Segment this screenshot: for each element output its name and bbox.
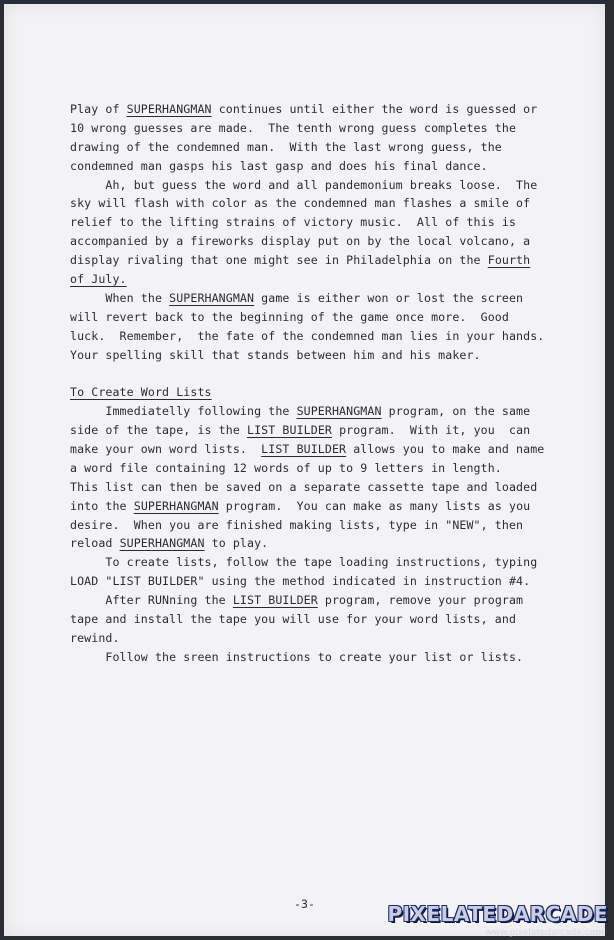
- text-run: program. With it, you can: [331, 423, 531, 438]
- text-line: [70, 534, 570, 553]
- underlined-term: Fourth: [487, 253, 531, 268]
- text-line: [70, 572, 570, 591]
- text-line: [70, 251, 570, 270]
- underlined-term: SUPERHANGMAN: [133, 498, 219, 513]
- text-run: This list can then be saved on a separate cassette tape and loaded: [70, 479, 538, 494]
- text-run: to play.: [204, 536, 269, 551]
- text-run: To create lists, follow the tape loading instructions, typing: [70, 555, 538, 570]
- underlined-term: of July.: [70, 272, 127, 287]
- paragraph: [70, 648, 570, 667]
- text-line: [70, 119, 570, 138]
- paragraph: [70, 176, 570, 289]
- text-run: make your own word lists.: [70, 442, 262, 457]
- text-run: allows you to make and name: [346, 442, 545, 457]
- text-line: [70, 100, 570, 119]
- document-page: [4, 4, 605, 936]
- text-run: tape and install the tape you will use for your word lists, and: [70, 612, 517, 627]
- text-run: condemned man gasps his last gasp and does his final dance.: [70, 158, 488, 173]
- text-run: a word file containing 12 words of up to 9 letters in length.: [70, 460, 502, 475]
- paragraph: [70, 591, 570, 648]
- text-run: LOAD "LIST BUILDER" using the method indicated in instruction #4.: [70, 574, 531, 589]
- text-run: Your spelling skill that stands between him and his maker.: [70, 347, 481, 362]
- text-line: [70, 346, 570, 365]
- text-run: accompanied by a fireworks display put on by the local volcano, a: [70, 234, 531, 249]
- text-line: [70, 213, 570, 232]
- text-line: [70, 383, 570, 402]
- text-run: reload: [70, 536, 120, 551]
- text-line: [70, 138, 570, 157]
- text-line: [70, 629, 570, 648]
- underlined-term: SUPERHANGMAN: [169, 290, 255, 305]
- watermark-url: www.pixelatedarcade.com: [485, 928, 604, 938]
- text-run: rewind.: [70, 630, 120, 645]
- underlined-term: SUPERHANGMAN: [126, 102, 212, 116]
- text-run: luck. Remember, the fate of the condemned man lies in your hands.: [70, 328, 545, 343]
- paragraph-gap: [70, 364, 570, 383]
- page-number: -3-: [294, 897, 315, 911]
- text-line: [70, 308, 570, 327]
- underlined-term: LIST BUILDER: [247, 423, 332, 438]
- underlined-term: SUPERHANGMAN: [296, 404, 382, 419]
- text-line: [70, 176, 570, 195]
- underlined-term: LIST BUILDER: [232, 593, 318, 608]
- text-run: sky will flash with color as the condemned man flashes a smile of: [70, 196, 531, 211]
- text-line: [70, 289, 570, 308]
- text-line: [70, 591, 570, 610]
- text-run: drawing of the condemned man. With the last wrong guess, the: [70, 139, 502, 154]
- text-run: 10 wrong guesses are made. The tenth wrong guess completes the: [70, 120, 517, 135]
- text-run: program. You can make as many lists as you: [218, 498, 531, 513]
- text-line: [70, 553, 570, 572]
- text-line: [70, 327, 570, 346]
- text-line: [70, 648, 570, 667]
- underlined-term: To Create Word Lists: [70, 385, 212, 400]
- text-run: program, remove your program: [317, 593, 524, 608]
- text-line: [70, 497, 570, 516]
- watermark-logo: PIXELATEDARCADE: [387, 902, 608, 926]
- text-run: desire. When you are finished making lists, type in "NEW", then: [70, 517, 524, 532]
- text-line: [70, 157, 570, 176]
- text-run: Play of: [70, 102, 127, 116]
- text-line: [70, 402, 570, 421]
- text-run: Immediatelly following the: [70, 404, 297, 419]
- text-run: Ah, but guess the word and all pandemonium breaks loose. The: [70, 177, 538, 192]
- text-run: display rivaling that one might see in Philadelphia on the: [70, 253, 488, 268]
- paragraph: [70, 289, 570, 365]
- text-run: into the: [70, 498, 134, 513]
- text-line: [70, 232, 570, 251]
- text-run: game is either won or lost the screen: [254, 290, 524, 305]
- instruction-text: [70, 100, 570, 667]
- text-run: Follow the sreen instructions to create your list or lists.: [70, 649, 524, 664]
- underlined-term: SUPERHANGMAN: [119, 536, 205, 551]
- text-run: relief to the lifting strains of victory music. All of this is: [70, 215, 517, 230]
- paragraph: [70, 383, 570, 553]
- paragraph: [70, 553, 570, 591]
- text-run: will revert back to the beginning of the game once more. Good: [70, 309, 509, 324]
- text-line: [70, 516, 570, 535]
- text-run: When the: [70, 290, 170, 305]
- text-line: [70, 478, 570, 497]
- text-line: [70, 421, 570, 440]
- underlined-term: LIST BUILDER: [261, 442, 347, 457]
- text-line: [70, 270, 570, 289]
- text-run: program, on the same: [381, 404, 531, 419]
- text-run: After RUNning the: [70, 593, 233, 608]
- paragraph: [70, 100, 570, 176]
- text-line: [70, 440, 570, 459]
- text-run: continues until either the word is guessed or: [211, 102, 538, 116]
- text-line: [70, 194, 570, 213]
- text-line: [70, 610, 570, 629]
- text-run: side of the tape, is the: [70, 423, 248, 438]
- text-line: [70, 459, 570, 478]
